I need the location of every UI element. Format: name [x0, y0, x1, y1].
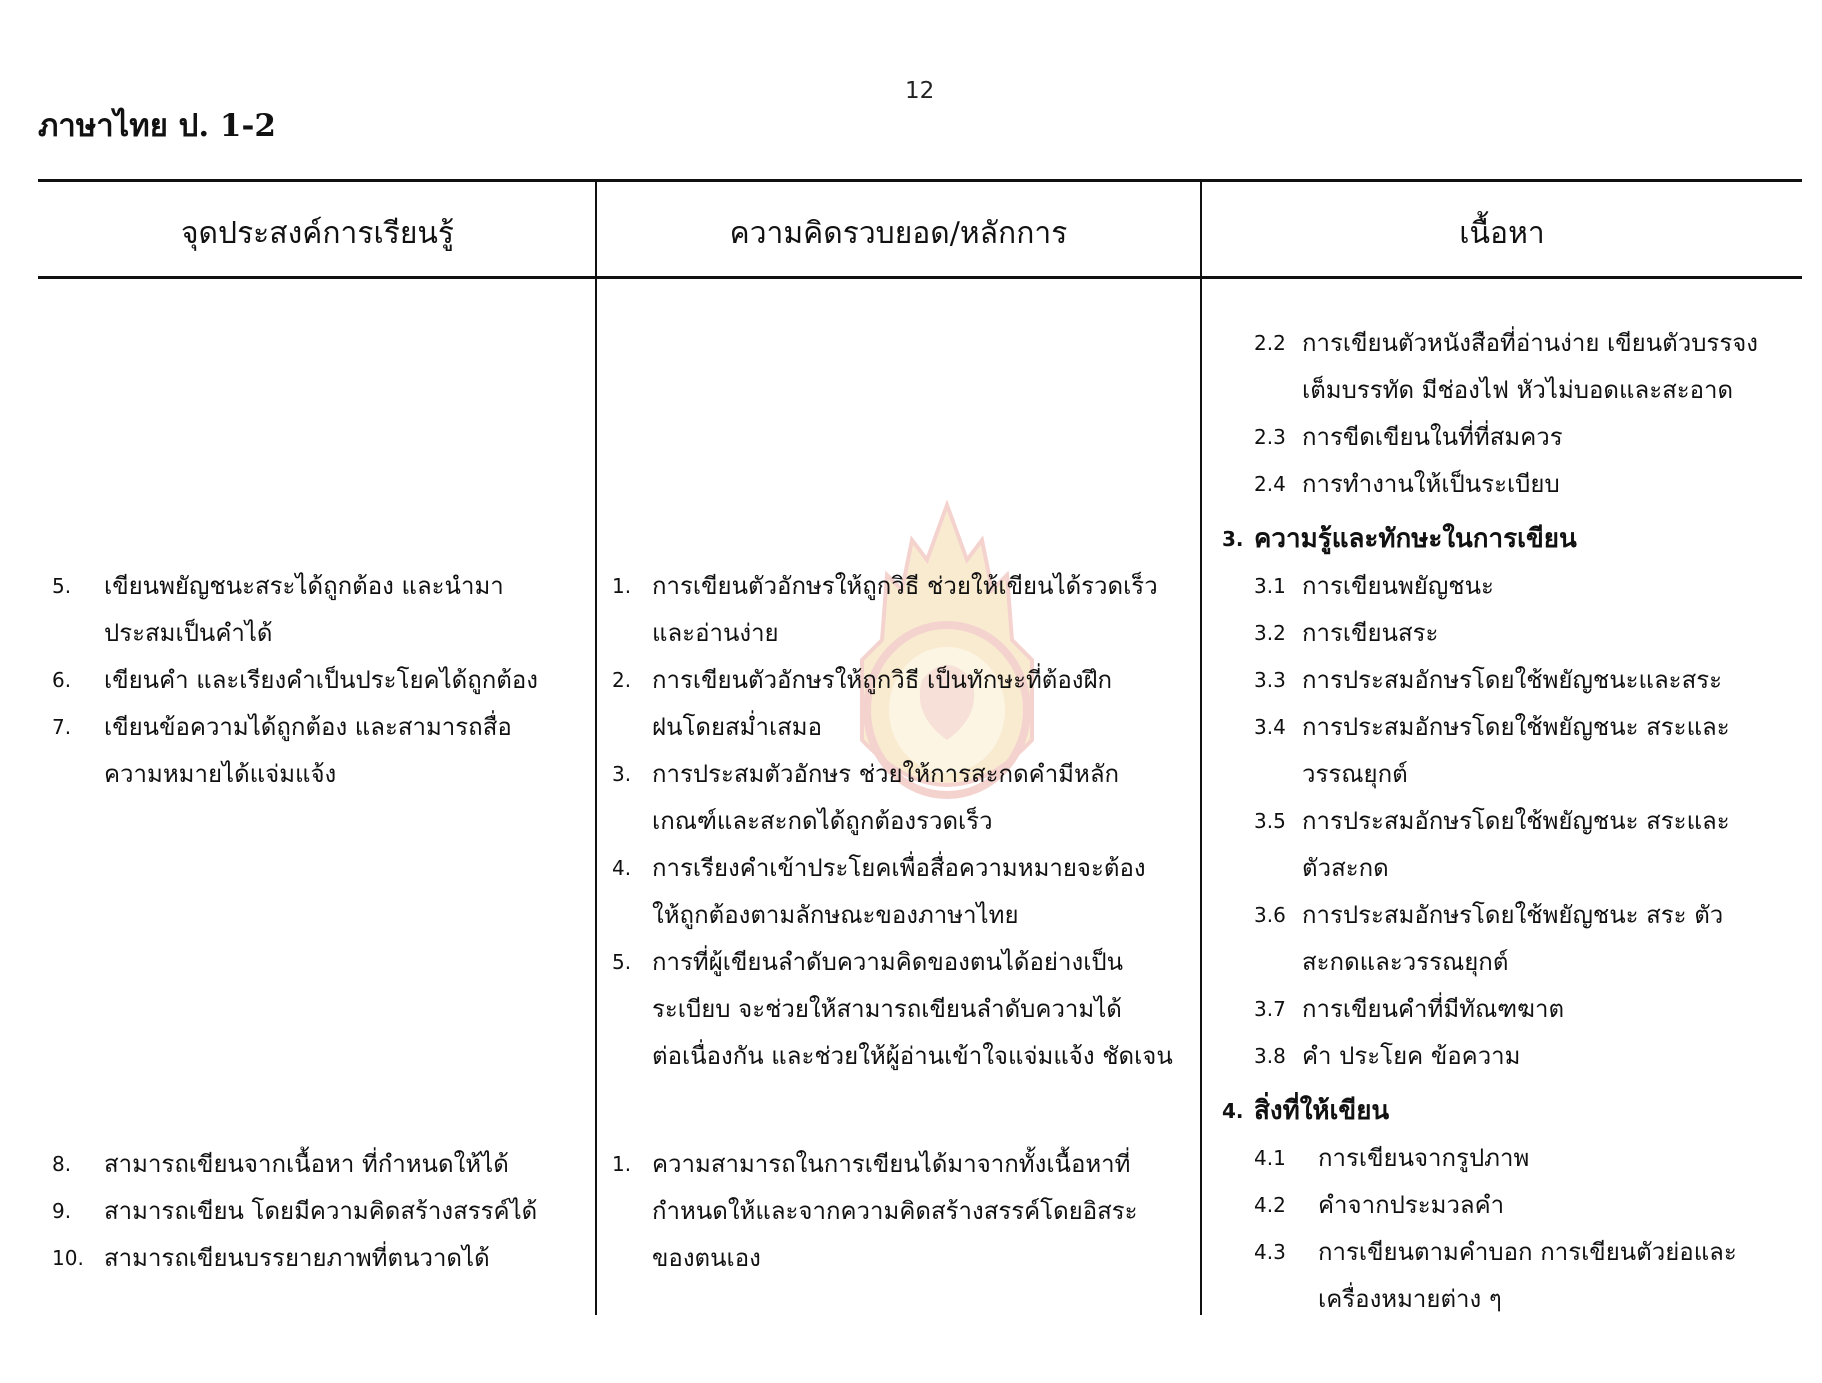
item-text: สามารถเขียนบรรยายภาพที่ตนวาดได้: [104, 1244, 490, 1272]
objectives-column: [52, 563, 592, 798]
objective-item: [52, 1141, 592, 1188]
column-divider-2: [1200, 181, 1202, 1315]
item-text: เต็มบรรทัด มีช่องไฟ หัวไม่บอดและสะอาด: [1302, 376, 1734, 404]
content-item: [1222, 1135, 1802, 1182]
item-text: การประสมตัวอักษร ช่วยให้การสะกดคำมีหลัก: [652, 760, 1120, 788]
heading-text: สิ่งที่ให้เขียน: [1254, 1096, 1390, 1126]
item-text: การเขียนพยัญชนะ: [1302, 572, 1494, 600]
item-number: 3.2: [1254, 621, 1286, 645]
item-text: ตัวสะกด: [1302, 854, 1389, 882]
objective-item: [52, 563, 592, 657]
item-number: 4.1: [1254, 1146, 1286, 1170]
item-text: การเขียนสระ: [1302, 619, 1439, 647]
item-number: 4.3: [1254, 1240, 1286, 1264]
item-number: 4.: [1222, 1099, 1244, 1123]
item-text: สามารถเขียนจากเนื้อหา ที่กำหนดให้ได้: [104, 1150, 509, 1178]
item-text: การเขียนตัวอักษรให้ถูกวิธี ช่วยให้เขียนได้รวดเร็ว: [652, 572, 1158, 600]
header-content: เนื้อหา: [1459, 216, 1545, 251]
item-text: ความสามารถในการเขียนได้มาจากทั้งเนื้อหาที่: [652, 1150, 1131, 1178]
item-text: ระเบียบ จะช่วยให้สามารถเขียนลำดับความได้: [652, 995, 1122, 1023]
concept-item: [612, 845, 1197, 939]
content-item: [1222, 1229, 1802, 1323]
content-item: [1222, 563, 1802, 610]
item-text: ให้ถูกต้องตามลักษณะของภาษาไทย: [652, 901, 1019, 929]
item-number: 3.7: [1254, 997, 1286, 1021]
item-text: เขียนคำ และเรียงคำเป็นประโยคได้ถูกต้อง: [104, 666, 539, 694]
objective-item: [52, 1188, 592, 1235]
item-number: 2.3: [1254, 425, 1286, 449]
item-text: การเรียงคำเข้าประโยคเพื่อสื่อความหมายจะต้อง: [652, 854, 1146, 882]
table-top-rule: [38, 179, 1802, 182]
item-number: 2.2: [1254, 331, 1286, 355]
item-number: 8.: [52, 1152, 72, 1176]
item-text: ฝนโดยสม่ำเสมอ: [652, 713, 823, 741]
item-number: 4.2: [1254, 1193, 1286, 1217]
document-title: ภาษาไทย ป. 1-2: [38, 108, 276, 144]
content-item: [1222, 986, 1802, 1033]
content-item: [1222, 1033, 1802, 1080]
item-number: 3.5: [1254, 809, 1286, 833]
item-text: ของตนเอง: [652, 1244, 761, 1272]
item-number: 3.: [1222, 527, 1244, 551]
item-text: และอ่านง่าย: [652, 619, 779, 647]
concepts-column: [612, 563, 1197, 1080]
item-number: 6.: [52, 668, 72, 692]
item-text: การเขียนตัวอักษรให้ถูกวิธี เป็นทักษะที่ต้องฝึก: [652, 666, 1113, 694]
concepts-column-group2: [612, 1141, 1197, 1282]
table-header-rule: [38, 276, 1802, 279]
header-objectives: จุดประสงค์การเรียนรู้: [180, 216, 455, 251]
item-text: คำ ประโยค ข้อความ: [1302, 1042, 1521, 1070]
item-text: ความหมายได้แจ่มแจ้ง: [104, 760, 337, 788]
item-text: เขียนข้อความได้ถูกต้อง และสามารถสื่อ: [104, 713, 512, 741]
concept-item: [612, 939, 1197, 1080]
item-number: 2.4: [1254, 472, 1286, 496]
content-heading-3: [1222, 516, 1802, 563]
item-number: 3.4: [1254, 715, 1286, 739]
header-concepts: ความคิดรวบยอด/หลักการ: [729, 216, 1068, 251]
item-text: การเขียนตามคำบอก การเขียนตัวย่อและ: [1318, 1238, 1737, 1266]
item-number: 3.3: [1254, 668, 1286, 692]
item-number: 9.: [52, 1199, 72, 1223]
item-text: การเขียนตัวหนังสือที่อ่านง่าย เขียนตัวบรรจง: [1302, 329, 1758, 357]
objective-item: [52, 704, 592, 798]
content-item: [1222, 1182, 1802, 1229]
content-heading-4: [1222, 1088, 1802, 1135]
column-divider-1: [595, 181, 597, 1315]
item-text: เครื่องหมายต่าง ๆ: [1318, 1285, 1502, 1313]
item-text: คำจากประมวลคำ: [1318, 1191, 1505, 1219]
heading-text: ความรู้และทักษะในการเขียน: [1254, 524, 1577, 554]
objective-item: [52, 657, 592, 704]
objective-item: [52, 1235, 592, 1282]
content-item: [1222, 461, 1802, 508]
item-number: 1.: [612, 574, 632, 598]
item-number: 3.6: [1254, 903, 1286, 927]
content-item: [1222, 892, 1802, 986]
content-item: [1222, 320, 1802, 414]
item-text: การประสมอักษรโดยใช้พยัญชนะและสระ: [1302, 666, 1722, 694]
item-number: 1.: [612, 1152, 632, 1176]
concept-item: [612, 751, 1197, 845]
item-number: 7.: [52, 715, 72, 739]
item-text: การที่ผู้เขียนลำดับความคิดของตนได้อย่างเป็น: [652, 948, 1124, 976]
content-item: [1222, 704, 1802, 798]
item-text: เกณฑ์และสะกดได้ถูกต้องรวดเร็ว: [652, 807, 993, 835]
item-number: 3.: [612, 762, 632, 786]
item-text: การประสมอักษรโดยใช้พยัญชนะ สระและ: [1302, 713, 1730, 741]
content-item: [1222, 657, 1802, 704]
content-item: [1222, 798, 1802, 892]
item-text: การขีดเขียนในที่ที่สมควร: [1302, 423, 1563, 451]
item-text: การทำงานให้เป็นระเบียบ: [1302, 470, 1560, 498]
item-text: กำหนดให้และจากความคิดสร้างสรรค์โดยอิสระ: [652, 1197, 1138, 1225]
item-number: 3.1: [1254, 574, 1286, 598]
item-number: 5.: [612, 950, 632, 974]
concept-item: [612, 1141, 1197, 1282]
item-text: ต่อเนื่องกัน และช่วยให้ผู้อ่านเข้าใจแจ่มแจ้ง ชัดเจน: [652, 1042, 1173, 1070]
item-number: 10.: [52, 1246, 84, 1270]
item-number: 2.: [612, 668, 632, 692]
content-item: [1222, 414, 1802, 461]
item-text: วรรณยุกต์: [1302, 760, 1408, 788]
concept-item: [612, 563, 1197, 657]
item-text: การเขียนคำที่มีทัณฑฆาต: [1302, 995, 1565, 1023]
item-text: การประสมอักษรโดยใช้พยัญชนะ สระ ตัว: [1302, 901, 1724, 929]
item-text: สามารถเขียน โดยมีความคิดสร้างสรรค์ได้: [104, 1197, 538, 1225]
item-text: เขียนพยัญชนะสระได้ถูกต้อง และนำมา: [104, 572, 504, 600]
item-number: 5.: [52, 574, 72, 598]
content-item: [1222, 610, 1802, 657]
content-column: [1222, 320, 1802, 1323]
item-text: ประสมเป็นคำได้: [104, 619, 273, 647]
objectives-column-group2: [52, 1141, 592, 1282]
item-text: สะกดและวรรณยุกต์: [1302, 948, 1509, 976]
item-number: 3.8: [1254, 1044, 1286, 1068]
item-text: การประสมอักษรโดยใช้พยัญชนะ สระและ: [1302, 807, 1730, 835]
item-text: การเขียนจากรูปภาพ: [1318, 1144, 1530, 1172]
page-number: 12: [905, 78, 935, 104]
item-number: 4.: [612, 856, 632, 880]
concept-item: [612, 657, 1197, 751]
